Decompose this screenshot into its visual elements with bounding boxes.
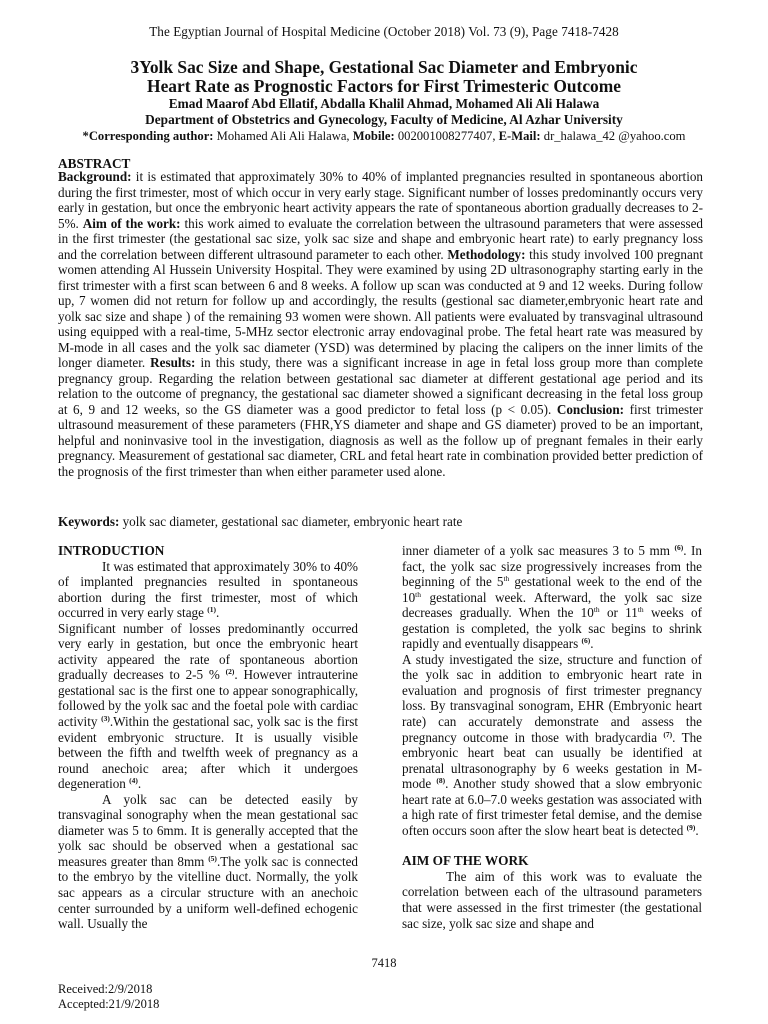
author-list: Emad Maarof Abd Ellatif, Abdalla Khalil Ahmad, Mohamed Ali Ali Halawa: [168, 96, 600, 111]
mobile-number: 002001008277407,: [397, 129, 496, 143]
page-number: 7418: [371, 956, 397, 970]
intro-p5-text-b: . The embryonic heart beat can usually be identified at prenatal ultrasonography by 6 weeks gestation in M-mode: [402, 729, 702, 792]
title-line-1: 3Yolk Sac Size and Shape, Gestational Sac Diameter and Embryonic: [130, 57, 638, 77]
introduction-heading: INTRODUCTION: [58, 543, 165, 558]
abstract-body: [58, 169, 703, 479]
ordinal-th: th: [415, 589, 421, 599]
citation-2: (2): [225, 667, 235, 677]
intro-p4-text-d: gestational week. Afterward, the yolk sac size decreases gradually. When the 10: [402, 589, 702, 621]
citation-9: (9): [686, 822, 696, 832]
citation-5: (5): [208, 853, 217, 863]
conclusion-label: Conclusion:: [556, 401, 625, 417]
results-text: in this study, there was a significant increase in age in fetal loss group more than complete pregnancy group. Regarding the relation between gestational sac diameter at different gestational age period and its relation to the outcome of pregnancy, the gestational sac diameter showed a significant decreasing in the fetal loss group at 6, 9 and 12 weeks, so the GS diameter was a good predictor to fetal loss (p < 0.05).: [58, 355, 703, 417]
email-label: E-Mail:: [498, 129, 541, 143]
citation-1: (1): [207, 605, 216, 615]
left-column: [58, 543, 358, 932]
intro-p5-text-c: . Another study showed that a slow embryonic heart rate at 6.0–7.0 weeks gestation was associated with a high rate of first trimester fetal demise, and the demise often occurs soon after the slow heart beat is detected: [402, 776, 703, 838]
methodology-text: this study involved 100 pregnant women attending Al Hussein University Hospital. They were examined by using 2D ultrasonography starting early in the first trimester with a first scan between 6 and 8 weeks. A follow up scan was conducted at 9 and 12 weeks. During follow up, 7 women did not return for follow up and accordingly, the results (gestional sac diameter,embryonic heart rate and yolk sac size and shape ) of the remaining 93 women were shown. All patients were evaluated by transvaginal ultrasound using equipped with a real-time, 5-MHz sector electronic array endovaginal probe. The fetal heart rate was measured by M-mode in all cases and the yolk sac diameter (YSD) was determined by placing the calipers on the inner limits of the longer diameter.: [58, 246, 703, 370]
aim-paragraph: The aim of this work was to evaluate the correlation between each of the ultrasound parameters that were assessed in the first trimester (the gestational sac size, yolk sac size and shape and: [402, 868, 702, 931]
affiliation: Department of Obstetrics and Gynecology, Faculty of Medicine, Al Azhar University: [145, 112, 623, 127]
abstract-heading: ABSTRACT: [58, 156, 131, 171]
intro-paragraph-2: [58, 621, 358, 792]
intro-paragraph-3: [58, 792, 358, 932]
mobile-label: Mobile:: [352, 129, 395, 143]
intro-p2-text: Significant number of losses predominantly occurred very early in gestation, but once the embryonic heart activity appeared the rate of spontaneous abortion gradually decreases to 2-5 %: [58, 620, 358, 683]
intro-p2-text-c: .Within the gestational sac, yolk sac is the first evident embryonic structure. It is usually visible between the fifth and twelfth week of pregnancy as a round anechoic area; after which it undergoes degeneration: [58, 714, 358, 792]
aim-heading: AIM OF THE WORK: [402, 853, 529, 869]
intro-p4-text-f: weeks of gestation is completed, the yolk sac begins to shrink rapidly and eventually disappears: [402, 605, 703, 652]
ordinal-th: th: [637, 605, 644, 615]
intro-p1-end: .: [215, 605, 220, 621]
conclusion-text: first trimester ultrasound measurement of these parameters (FHR,YS diameter and shape and GS diameter) proved to be an important, helpful and noninvasive tool in the investigation, diagnosis as well as the follow up of pregnant females in their early pregnancy. Measurement of gestational sac diameter, CRL and fetal heart rate in combination provided better prediction of the prognosis of the first trimester than when either parameter used alone.: [58, 401, 704, 479]
paper-title: [40, 58, 728, 96]
journal-header: The Egyptian Journal of Hospital Medicine (October 2018) Vol. 73 (9), Page 7418-7428: [149, 24, 619, 39]
citation-6b: (6): [581, 636, 591, 646]
intro-p3-text: A yolk sac can be detected easily by transvaginal sonography when the mean gestational sac diameter was 5 to 6mm. It is generally accepted that the yolk sac should be observed when a gestational sac measures greater than 8mm: [58, 791, 358, 869]
aim-text: this work aimed to evaluate the correlation between the ultrasound parameters that were assessed in the first trimester (the gestational sac size, yolk sac size and shape and embryonic heart rate) to early pregnancy loss and the correlation between different ultrasound parameter to each other.: [58, 215, 703, 262]
intro-p2-end: .: [137, 776, 142, 792]
citation-4: (4): [129, 776, 138, 786]
email-address[interactable]: dr_halawa_42 @yahoo.com: [543, 129, 686, 143]
intro-p4-end: .: [590, 636, 594, 652]
intro-paragraph-5: [402, 652, 702, 839]
title-line-2: Heart Rate as Prognostic Factors for First Trimesteric Outcome: [147, 76, 621, 96]
background-label: Background:: [58, 169, 132, 184]
intro-p3-text-b: .The yolk sac is connected to the embryo by the vitelline duct. Normally, the yolk sac appears as a circular structure with an anechoic center surrounded by a uniform well-defined echogenic wall. Usually the: [58, 853, 358, 932]
intro-p5-text: A study investigated the size, structure and function of the yolk sac in addition to embryonic heart rate in evaluation and prognosis of first trimester pregnancy loss. By transvaginal sonogram, EHR (Embryonic heart rate) can accurately demonstrate and assess the pregnancy outcome in those with bradycardia: [402, 651, 702, 745]
right-column: [402, 543, 702, 931]
corresponding-author: [40, 128, 728, 144]
intro-paragraph-1: [58, 559, 358, 621]
intro-p5-end: .: [695, 822, 699, 838]
citation-6: (6): [674, 543, 684, 552]
intro-p4-text-c: gestational week to the end of the 10: [402, 574, 702, 605]
corresponding-name: Mohamed Ali Ali Halawa,: [216, 129, 350, 143]
citation-3: (3): [101, 714, 110, 724]
intro-p1-text: It was estimated that approximately 30% to 40% of implanted pregnancies resulted in spontaneous abortion during the first trimester, most of which occurred in very early stage: [58, 558, 358, 621]
citation-7: (7): [663, 729, 673, 739]
background-text: it is estimated that approximately 30% to 40% of implanted pregnancies resulted in spontaneous abortion during the first trimester, most of which occur in very early stage. Significant number of losses predominantly occurs very early in gestation, but once the embryonic heart activity appears the rate of spontaneous abortion gradually decreases to 2-5%.: [58, 169, 703, 231]
ordinal-th: th: [503, 574, 510, 584]
section-spacer: [402, 838, 702, 853]
received-date: Received:2/9/2018: [58, 982, 153, 996]
received-accepted-dates: [58, 982, 159, 1012]
results-label: Results:: [150, 355, 196, 370]
intro-p2-text-b: . However intrauterine gestational sac is the first one to appear sonographically, followed by the yolk sac and the foetal pole with cardiac activity: [58, 667, 358, 730]
corresponding-label: *Corresponding author:: [82, 129, 214, 143]
accepted-date: Accepted:21/9/2018: [58, 997, 160, 1011]
ordinal-th: th: [593, 605, 600, 615]
intro-p4-text-e: or 11: [599, 605, 638, 621]
intro-p4-text-b: . In fact, the yolk sac size progressively increases from the beginning of the 5: [402, 543, 702, 590]
aim-label: Aim of the work:: [82, 215, 181, 231]
keywords-text: yolk sac diameter, gestational sac diameter, embryonic heart rate: [119, 514, 463, 529]
keywords-label: Keywords:: [58, 514, 120, 529]
citation-8: (8): [436, 776, 446, 786]
intro-p4-text: inner diameter of a yolk sac measures 3 to 5 mm: [402, 543, 675, 558]
methodology-label: Methodology:: [447, 246, 526, 262]
keywords: [58, 514, 703, 530]
intro-paragraph-4: [402, 543, 702, 652]
